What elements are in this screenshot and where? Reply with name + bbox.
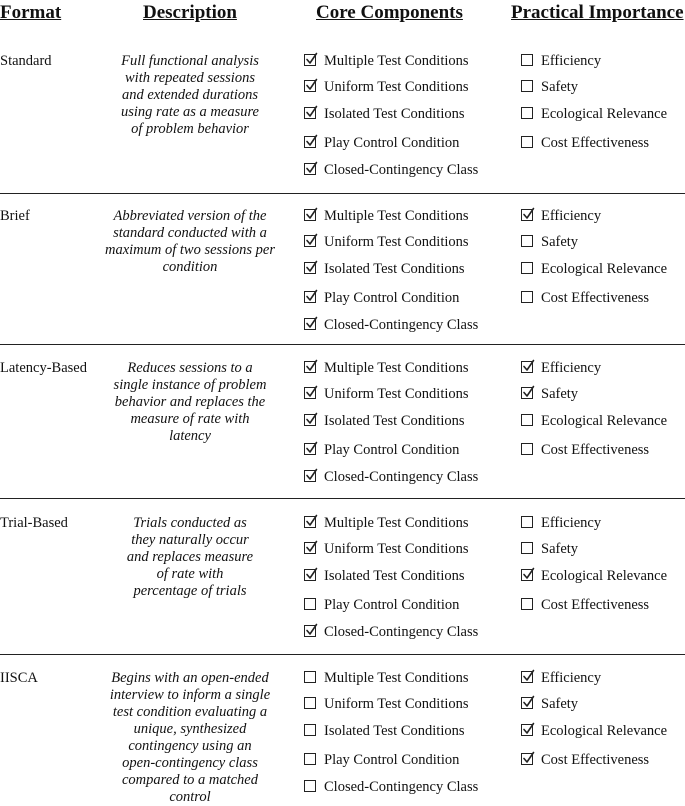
description-line: Reduces sessions to a: [127, 360, 253, 376]
checklist-item-label: Safety: [541, 541, 579, 557]
checked-box-icon: [304, 470, 316, 482]
format-cell: Brief: [0, 208, 30, 224]
checked-box-icon: [304, 625, 316, 637]
checklist-item-label: Play Control Condition: [324, 135, 460, 151]
checklist-item-label: Uniform Test Conditions: [324, 696, 469, 712]
column-header-format: Format: [0, 2, 62, 23]
empty-box-icon: [521, 414, 533, 426]
empty-box-icon: [521, 542, 533, 554]
row-divider: [0, 498, 685, 499]
column-header-core-components: Core Components: [316, 2, 463, 23]
checklist-item-label: Isolated Test Conditions: [324, 568, 465, 584]
checked-box-icon: [304, 361, 316, 373]
description-line: test condition evaluating a: [112, 704, 268, 720]
checklist-item-label: Multiple Test Conditions: [324, 208, 469, 224]
description-line: they naturally occur: [131, 532, 249, 548]
checklist-item-label: Cost Effectiveness: [541, 290, 650, 306]
checked-box-icon: [521, 697, 533, 709]
description-line: standard conducted with a: [113, 225, 267, 241]
empty-box-icon: [521, 107, 533, 119]
checked-box-icon: [304, 107, 316, 119]
row-divider: [0, 344, 685, 345]
checked-box-icon: [521, 671, 533, 683]
checklist-item-label: Efficiency: [541, 208, 602, 224]
empty-box-icon: [521, 54, 533, 66]
checked-box-icon: [304, 387, 316, 399]
empty-box-icon: [304, 671, 316, 683]
description-line: Full functional analysis: [121, 53, 259, 69]
checklist-item-label: Safety: [541, 386, 579, 402]
checked-box-icon: [304, 443, 316, 455]
format-cell: Trial-Based: [0, 515, 68, 531]
checked-box-icon: [304, 136, 316, 148]
checklist-item-label: Multiple Test Conditions: [324, 670, 469, 686]
checklist-item-label: Cost Effectiveness: [541, 597, 650, 613]
checklist-item-label: Closed-Contingency Class: [324, 779, 479, 795]
description-line: compared to a matched: [122, 772, 258, 788]
checklist-item-label: Safety: [541, 234, 579, 250]
format-cell: Latency-Based: [0, 360, 87, 376]
checklist-item-label: Isolated Test Conditions: [324, 413, 465, 429]
description-cell: [96, 670, 284, 806]
checked-box-icon: [304, 235, 316, 247]
empty-box-icon: [304, 724, 316, 736]
checked-box-icon: [521, 361, 533, 373]
empty-box-icon: [521, 443, 533, 455]
checklist-item-label: Multiple Test Conditions: [324, 360, 469, 376]
checked-box-icon: [521, 753, 533, 765]
description-line: and replaces measure: [126, 549, 254, 565]
checked-box-icon: [304, 291, 316, 303]
checked-box-icon: [304, 516, 316, 528]
checklist-item-label: Uniform Test Conditions: [324, 541, 469, 557]
empty-box-icon: [521, 136, 533, 148]
empty-box-icon: [521, 80, 533, 92]
empty-box-icon: [521, 235, 533, 247]
checklist-item-label: Ecological Relevance: [541, 413, 668, 429]
checklist-item-label: Play Control Condition: [324, 752, 460, 768]
empty-box-icon: [521, 291, 533, 303]
checked-box-icon: [304, 163, 316, 175]
checklist-item-label: Cost Effectiveness: [541, 442, 650, 458]
description-cell: [96, 208, 284, 276]
checklist-item-label: Uniform Test Conditions: [324, 234, 469, 250]
description-line: condition: [162, 259, 218, 275]
empty-box-icon: [304, 598, 316, 610]
checklist-item-label: Play Control Condition: [324, 290, 460, 306]
checklist-item-label: Ecological Relevance: [541, 261, 668, 277]
checklist-item-label: Efficiency: [541, 360, 602, 376]
description-line: of problem behavior: [131, 121, 249, 137]
checklist-item-label: Closed-Contingency Class: [324, 317, 479, 333]
checklist-item-label: Multiple Test Conditions: [324, 53, 469, 69]
checklist-item-label: Safety: [541, 696, 579, 712]
empty-box-icon: [304, 697, 316, 709]
empty-box-icon: [521, 598, 533, 610]
checklist-item-label: Efficiency: [541, 670, 602, 686]
checklist-item-label: Cost Effectiveness: [541, 135, 650, 151]
description-line: open-contingency class: [122, 755, 258, 771]
checklist-item-label: Ecological Relevance: [541, 568, 668, 584]
checklist-item-label: Uniform Test Conditions: [324, 79, 469, 95]
description-cell: [96, 53, 284, 138]
checked-box-icon: [521, 209, 533, 221]
empty-box-icon: [304, 753, 316, 765]
row-divider: [0, 654, 685, 655]
checklist-item-label: Ecological Relevance: [541, 106, 668, 122]
description-line: contingency using an: [128, 738, 252, 754]
description-line: using rate as a measure: [120, 104, 259, 120]
checklist-item-label: Closed-Contingency Class: [324, 469, 479, 485]
description-line: with repeated sessions: [125, 70, 255, 86]
checked-box-icon: [521, 724, 533, 736]
description-line: unique, synthesized: [133, 721, 247, 737]
checklist-item-label: Efficiency: [541, 515, 602, 531]
checked-box-icon: [521, 387, 533, 399]
description-cell: [96, 515, 284, 600]
description-line: Trials conducted as: [133, 515, 247, 531]
checklist-item-label: Closed-Contingency Class: [324, 162, 479, 178]
checklist-item-label: Play Control Condition: [324, 597, 460, 613]
row-divider: [0, 193, 685, 194]
description-line: Begins with an open-ended: [111, 670, 269, 686]
checklist-item-label: Isolated Test Conditions: [324, 261, 465, 277]
checklist-item-label: Uniform Test Conditions: [324, 386, 469, 402]
description-line: percentage of trials: [133, 583, 247, 599]
empty-box-icon: [521, 262, 533, 274]
checked-box-icon: [304, 54, 316, 66]
empty-box-icon: [304, 780, 316, 792]
format-cell: IISCA: [0, 670, 38, 686]
checklist-item-label: Ecological Relevance: [541, 723, 668, 739]
format-cell: Standard: [0, 53, 52, 69]
checklist-item-label: Efficiency: [541, 53, 602, 69]
checked-box-icon: [304, 569, 316, 581]
checked-box-icon: [521, 569, 533, 581]
description-line: latency: [169, 428, 211, 444]
checked-box-icon: [304, 318, 316, 330]
description-line: behavior and replaces the: [114, 394, 266, 410]
checked-box-icon: [304, 542, 316, 554]
checked-box-icon: [304, 414, 316, 426]
description-line: maximum of two sessions per: [105, 242, 275, 258]
checklist-item-label: Safety: [541, 79, 579, 95]
checked-box-icon: [304, 262, 316, 274]
description-line: control: [169, 789, 211, 805]
description-line: single instance of problem: [113, 377, 267, 393]
checklist-item-label: Isolated Test Conditions: [324, 723, 465, 739]
checked-box-icon: [304, 209, 316, 221]
description-line: measure of rate with: [130, 411, 250, 427]
description-line: of rate with: [156, 566, 224, 582]
description-line: and extended durations: [121, 87, 259, 103]
column-header-practical-importance: Practical Importance: [511, 2, 684, 23]
description-line: interview to inform a single: [109, 687, 271, 703]
empty-box-icon: [521, 516, 533, 528]
checklist-item-label: Closed-Contingency Class: [324, 624, 479, 640]
checklist-item-label: Multiple Test Conditions: [324, 515, 469, 531]
checklist-item-label: Isolated Test Conditions: [324, 106, 465, 122]
description-line: Abbreviated version of the: [113, 208, 267, 224]
checklist-item-label: Cost Effectiveness: [541, 752, 650, 768]
column-header-description: Description: [143, 2, 237, 23]
checked-box-icon: [304, 80, 316, 92]
checklist-item-label: Play Control Condition: [324, 442, 460, 458]
description-cell: [96, 360, 284, 445]
